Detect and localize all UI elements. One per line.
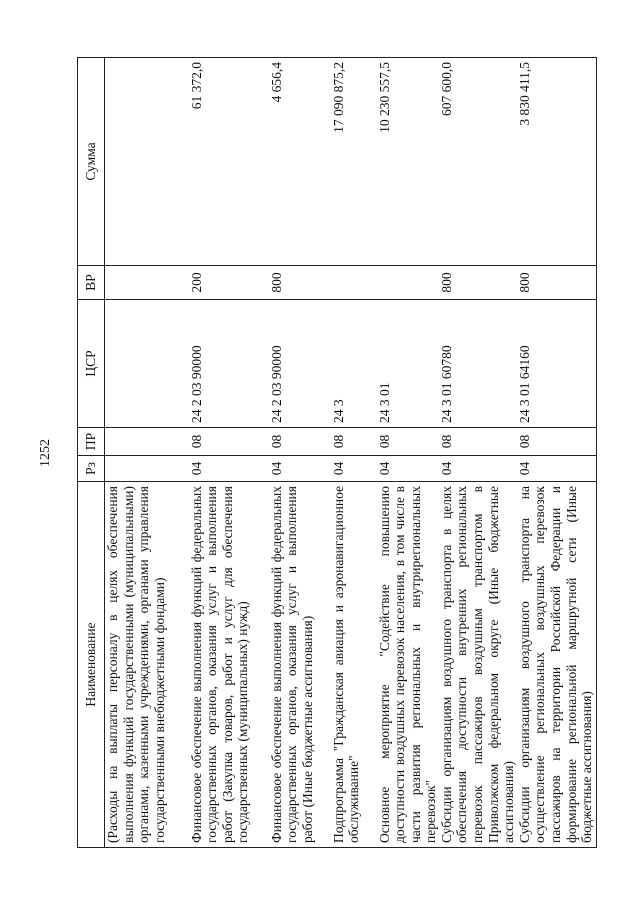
row-sum: 10 230 557,5 [377,58,439,266]
row-vr [105,266,189,300]
table-row [269,58,331,848]
header-csr: ЦСР [78,300,105,428]
table-row [377,58,439,848]
row-csr: 24 2 03 90000 [189,300,269,428]
row-pr: 08 [517,428,597,456]
table-row [331,58,377,848]
row-sum: 61 372,0 [189,58,269,266]
header-rz: Рз [78,456,105,482]
row-csr: 24 3 [331,300,377,428]
table-row [105,58,189,848]
row-pr: 08 [439,428,517,456]
rotated-page-content [77,58,607,848]
row-vr [331,266,377,300]
row-sum: 607 600,0 [439,58,517,266]
row-rz: 04 [189,456,269,482]
row-name: Финансовое обеспечение выполнения функций федеральных государственных органов, оказания услуг и выполнения работ (Иные бюджетные ассигнования) [269,482,331,848]
header-sum: Сумма [78,58,105,266]
row-pr: 08 [377,428,439,456]
row-pr: 08 [269,428,331,456]
row-rz: 04 [377,456,439,482]
table-row [517,58,597,848]
row-pr: 08 [331,428,377,456]
row-rz: 04 [331,456,377,482]
row-vr: 800 [517,266,597,300]
row-csr [105,300,189,428]
row-vr [377,266,439,300]
budget-table [77,57,597,848]
row-vr: 800 [439,266,517,300]
row-sum: 4 656,4 [269,58,331,266]
row-sum: 3 830 411,5 [517,58,597,266]
row-rz: 04 [439,456,517,482]
row-csr: 24 2 03 90000 [269,300,331,428]
header-pr: ПР [78,428,105,456]
row-name: (Расходы на выплаты персоналу в целях обеспечения выполнения функций государственными (муниципальными) органами, казенными учреждениями, органами управления государственными внебюджетными фондами) [105,482,189,848]
table-row [439,58,517,848]
row-csr: 24 3 01 60780 [439,300,517,428]
table-header-row [78,58,105,848]
row-rz [105,456,189,482]
row-name: Основное мероприятие "Содействие повышению доступности воздушных перевозок населения, в том числе в части развития региональных и внутрирегиональных перевозок" [377,482,439,848]
table-row [189,58,269,848]
row-csr: 24 3 01 [377,300,439,428]
row-pr [105,428,189,456]
row-name: Подпрограмма "Гражданская авиация и аэронавигационное обслуживание" [331,482,377,848]
page-number: 1252 [38,439,53,467]
row-vr: 800 [269,266,331,300]
row-csr: 24 3 01 64160 [517,300,597,428]
row-sum [105,58,189,266]
row-vr: 200 [189,266,269,300]
header-vr: ВР [78,266,105,300]
row-name: Финансовое обеспечение выполнения функций федеральных государственных органов, оказания услуг и выполнения работ (Закупка товаров, работ и услуг для обеспечения государственных (муниципальных) нужд) [189,482,269,848]
row-rz: 04 [269,456,331,482]
row-name: Субсидии организациям воздушного транспорта на осуществление региональных воздушных перевозок пассажиров на территории Российской Федерации и формирование региональной маршрутной сети (Иные бюджетные ассигнования) [517,482,597,848]
row-rz: 04 [517,456,597,482]
row-name: Субсидии организациям воздушного транспорта в целях обеспечения доступности внутренних региональных перевозок пассажиров воздушным транспортом в Приволжском федеральном округе (Иные бюджетные ассигнования) [439,482,517,848]
row-sum: 17 090 875,2 [331,58,377,266]
row-pr: 08 [189,428,269,456]
header-name: Наименование [78,482,105,848]
